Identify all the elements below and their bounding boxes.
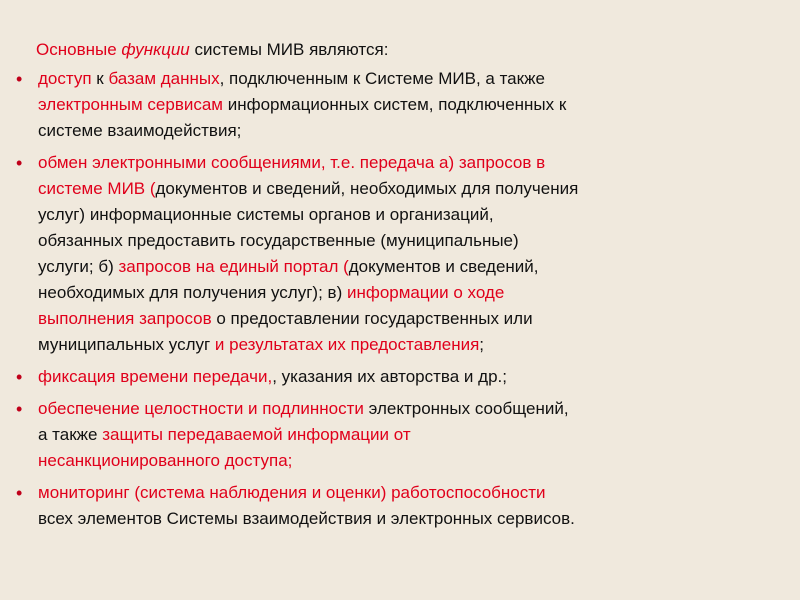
bullet-item (14, 66, 790, 144)
bullet-line (38, 448, 790, 474)
text-segment: системе взаимодействия; (38, 121, 242, 140)
text-segment: услуги; б) (38, 257, 119, 276)
text-segment: документов и сведений, необходимых для получения (155, 179, 579, 198)
text-segment: запросов на единый портал ( (118, 257, 349, 276)
bullet-line (38, 306, 790, 332)
text-segment: обмен электронными сообщениями, т.е. передача а) запросов в (38, 153, 546, 172)
bullet-dot-icon: • (16, 483, 23, 503)
bullet-line (38, 66, 790, 92)
bullet-item (14, 364, 790, 390)
bullet-item (14, 396, 790, 474)
bullet-line (38, 118, 790, 144)
bullet-line (38, 228, 790, 254)
text-segment: фиксация времени передачи, (38, 367, 273, 386)
text-segment: электронным сервисам (38, 95, 223, 114)
text-segment: доступ (38, 69, 92, 88)
bullet-dot-icon: • (16, 399, 23, 419)
bullet-line (38, 364, 790, 390)
text-segment: документов и сведений, (348, 257, 539, 276)
bullet-line (38, 422, 790, 448)
slide-title (36, 38, 776, 62)
text-segment: выполнения запросов (38, 309, 212, 328)
text-segment: несанкционированного доступа; (38, 451, 293, 470)
bullet-line (38, 92, 790, 118)
text-segment: к (91, 69, 109, 88)
bullet-line (38, 280, 790, 306)
bullet-dot-icon: • (16, 69, 23, 89)
text-segment: базам данных (108, 69, 220, 88)
text-segment: системе МИВ ( (38, 179, 156, 198)
bullet-list (14, 66, 790, 538)
bullet-item (14, 150, 790, 358)
text-segment: и результатах их предоставления (214, 335, 480, 354)
text-segment: обеспечение целостности и подлинности (38, 399, 364, 418)
bullet-line (38, 332, 790, 358)
title-segment: системы МИВ являются: (189, 40, 389, 59)
text-segment: мониторинг (система наблюдения и оценки) работоспособности (38, 483, 546, 502)
text-segment: обязанных предоставить государственные (муниципальные) (38, 231, 519, 250)
bullet-line (38, 396, 790, 422)
text-segment: защиты передаваемой информации от (102, 425, 411, 444)
text-segment: услуг) информационные системы органов и организаций, (38, 205, 494, 224)
bullet-line (38, 254, 790, 280)
text-segment: , подключенным к Системе МИВ, а также (219, 69, 545, 88)
bullet-line (38, 506, 790, 532)
bullet-item (14, 480, 790, 532)
text-segment: муниципальных услуг (38, 335, 215, 354)
text-segment: необходимых для получения услуг); в) (38, 283, 347, 302)
bullet-line (38, 202, 790, 228)
text-segment: о предоставлении государственных или (211, 309, 533, 328)
text-segment: информационных систем, подключенных к (222, 95, 567, 114)
bullet-line (38, 480, 790, 506)
bullet-line (38, 176, 790, 202)
bullet-line (38, 150, 790, 176)
title-segment: Основные (36, 40, 122, 59)
bullet-dot-icon: • (16, 153, 23, 173)
bullet-dot-icon: • (16, 367, 23, 387)
text-segment: , указания их авторства и др.; (272, 367, 507, 386)
text-segment: информации о ходе (346, 283, 505, 302)
title-segment: функции (121, 40, 190, 59)
text-segment: электронных сообщений, (363, 399, 569, 418)
text-segment: ; (479, 335, 485, 354)
text-segment: всех элементов Системы взаимодействия и электронных сервисов. (38, 509, 575, 528)
text-segment: а также (38, 425, 103, 444)
